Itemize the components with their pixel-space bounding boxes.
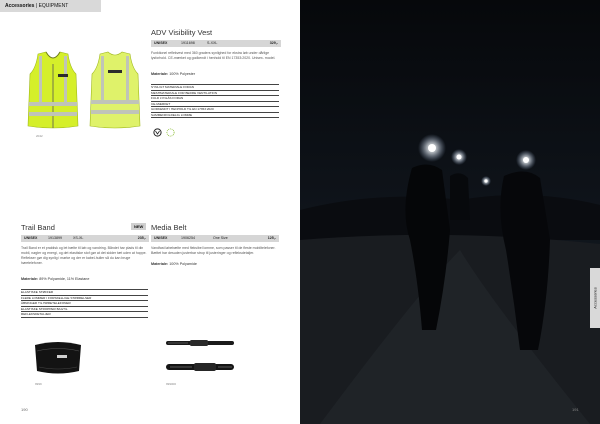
trail-band-feature: ÅBNINGER TIL HØRETELEFONER bbox=[21, 301, 148, 307]
side-section-label: Accessories bbox=[592, 287, 598, 309]
vest-article: 1911698 bbox=[181, 41, 195, 45]
trail-band-gender: UNISEX bbox=[24, 236, 38, 240]
media-belt-material-value: 100% Polyamide bbox=[169, 262, 197, 266]
media-belt-description: Vandfast løbebælte med fleksibel lomme, som passer til de fleste mobiltelefoner. Bæltet har desuden justerbar strop til justeringer og refleksdetaljer. bbox=[151, 246, 276, 255]
media-belt-image-bottom bbox=[164, 360, 236, 374]
subsection-name: EQUIPMENT bbox=[38, 3, 69, 9]
trail-band-material bbox=[21, 277, 89, 281]
section-separator: | bbox=[35, 3, 38, 9]
vest-title: ADV Visibility Vest bbox=[151, 28, 213, 37]
media-belt-price: 125,- bbox=[267, 236, 276, 240]
media-belt-gender: UNISEX bbox=[154, 236, 168, 240]
trail-band-title: Trail Band bbox=[21, 223, 55, 232]
reflective-icon bbox=[153, 128, 162, 137]
vest-sizes: S-XXL bbox=[207, 41, 218, 45]
page-number-left: 190 bbox=[21, 407, 28, 412]
vest-front-image bbox=[24, 50, 82, 130]
right-page bbox=[300, 0, 600, 424]
vest-back-image bbox=[86, 50, 144, 130]
section-header bbox=[0, 0, 101, 12]
trail-band-feature: ELASTISKE STØFFER bbox=[21, 290, 148, 296]
vest-feature: SYNLIGT MATERIALE FORAN bbox=[151, 85, 279, 91]
side-section-tab bbox=[590, 268, 600, 328]
new-badge: NEW bbox=[131, 223, 146, 230]
vest-gender: UNISEX bbox=[154, 41, 168, 45]
trail-band-feature: ELASTISKE STROPPER BAGTIL bbox=[21, 307, 148, 313]
trail-band-feature: REFLEKSDETALJER bbox=[21, 312, 148, 318]
vest-feature: GODKENDT I HENHOLD TIL EN 17353:2020 bbox=[151, 107, 279, 113]
media-belt-image-caption: 999000 bbox=[166, 382, 177, 386]
vest-feature: FULD LYNLÅS FORAN bbox=[151, 96, 279, 102]
trail-band-info-bar bbox=[21, 235, 149, 242]
trail-band-image bbox=[33, 337, 83, 377]
trail-band-price: 235,- bbox=[137, 236, 146, 240]
vest-material-value: 100% Polyester bbox=[169, 72, 196, 76]
vest-info-bar bbox=[151, 40, 281, 47]
vest-feature: SAMMENFOLDELIG LOMME bbox=[151, 113, 279, 119]
page-number-right: 191 bbox=[572, 407, 579, 412]
vest-material-label: Materiale: bbox=[151, 72, 169, 76]
media-belt-info-bar bbox=[151, 235, 279, 242]
media-belt-article: 1906254 bbox=[181, 236, 195, 240]
trail-band-sizes: XS-XL bbox=[73, 236, 84, 240]
trail-band-feature-list bbox=[21, 289, 148, 318]
trail-band-feature: FLERE LOMMER I FORSKELLIGE STØRRELSER bbox=[21, 296, 148, 302]
media-belt-material-label: Materiale: bbox=[151, 262, 169, 266]
section-name: Accessories bbox=[5, 3, 35, 9]
vest-feature-list bbox=[151, 84, 279, 118]
trail-band-description: Trail Band er et praktisk og let bælte til løb og vandring. Båndet har plads til din mobil, nøgler og energi, og det elastiske stof gør at det sidder tæt uden at hoppe. Reflekser gør dig synlig i mørke og der er kabel-huller så du kan bruge høretelefoner. bbox=[21, 246, 147, 265]
ventilation-icon bbox=[166, 128, 175, 137]
trail-band-material-label: Materiale: bbox=[21, 277, 39, 281]
night-runners-photo bbox=[300, 0, 600, 424]
media-belt-image-top bbox=[164, 338, 236, 348]
vest-image-caption: 2042 bbox=[36, 134, 43, 138]
vest-feature: MESHMATERIALE FOR BEDRE VENTILATION bbox=[151, 91, 279, 97]
vest-description: Funktionel reflekvest med 360 graders synlighed for ekstra løb under dårlige lysforhold. CE-mærket og godkendt i henhold til EN 17353:2020. Unisex- model. bbox=[151, 51, 276, 60]
vest-feature: CE-MÆRKET bbox=[151, 102, 279, 108]
media-belt-sizes: One Size bbox=[213, 236, 228, 240]
media-belt-title: Media Belt bbox=[151, 223, 187, 232]
media-belt-material bbox=[151, 262, 197, 266]
trail-band-image-caption: 9999 bbox=[35, 382, 42, 386]
vest-material bbox=[151, 72, 195, 76]
trail-band-article: 1913899 bbox=[48, 236, 62, 240]
trail-band-material-value: 89% Polyamide, 11% Elastane bbox=[39, 277, 90, 281]
vest-price: 329,- bbox=[269, 41, 278, 45]
